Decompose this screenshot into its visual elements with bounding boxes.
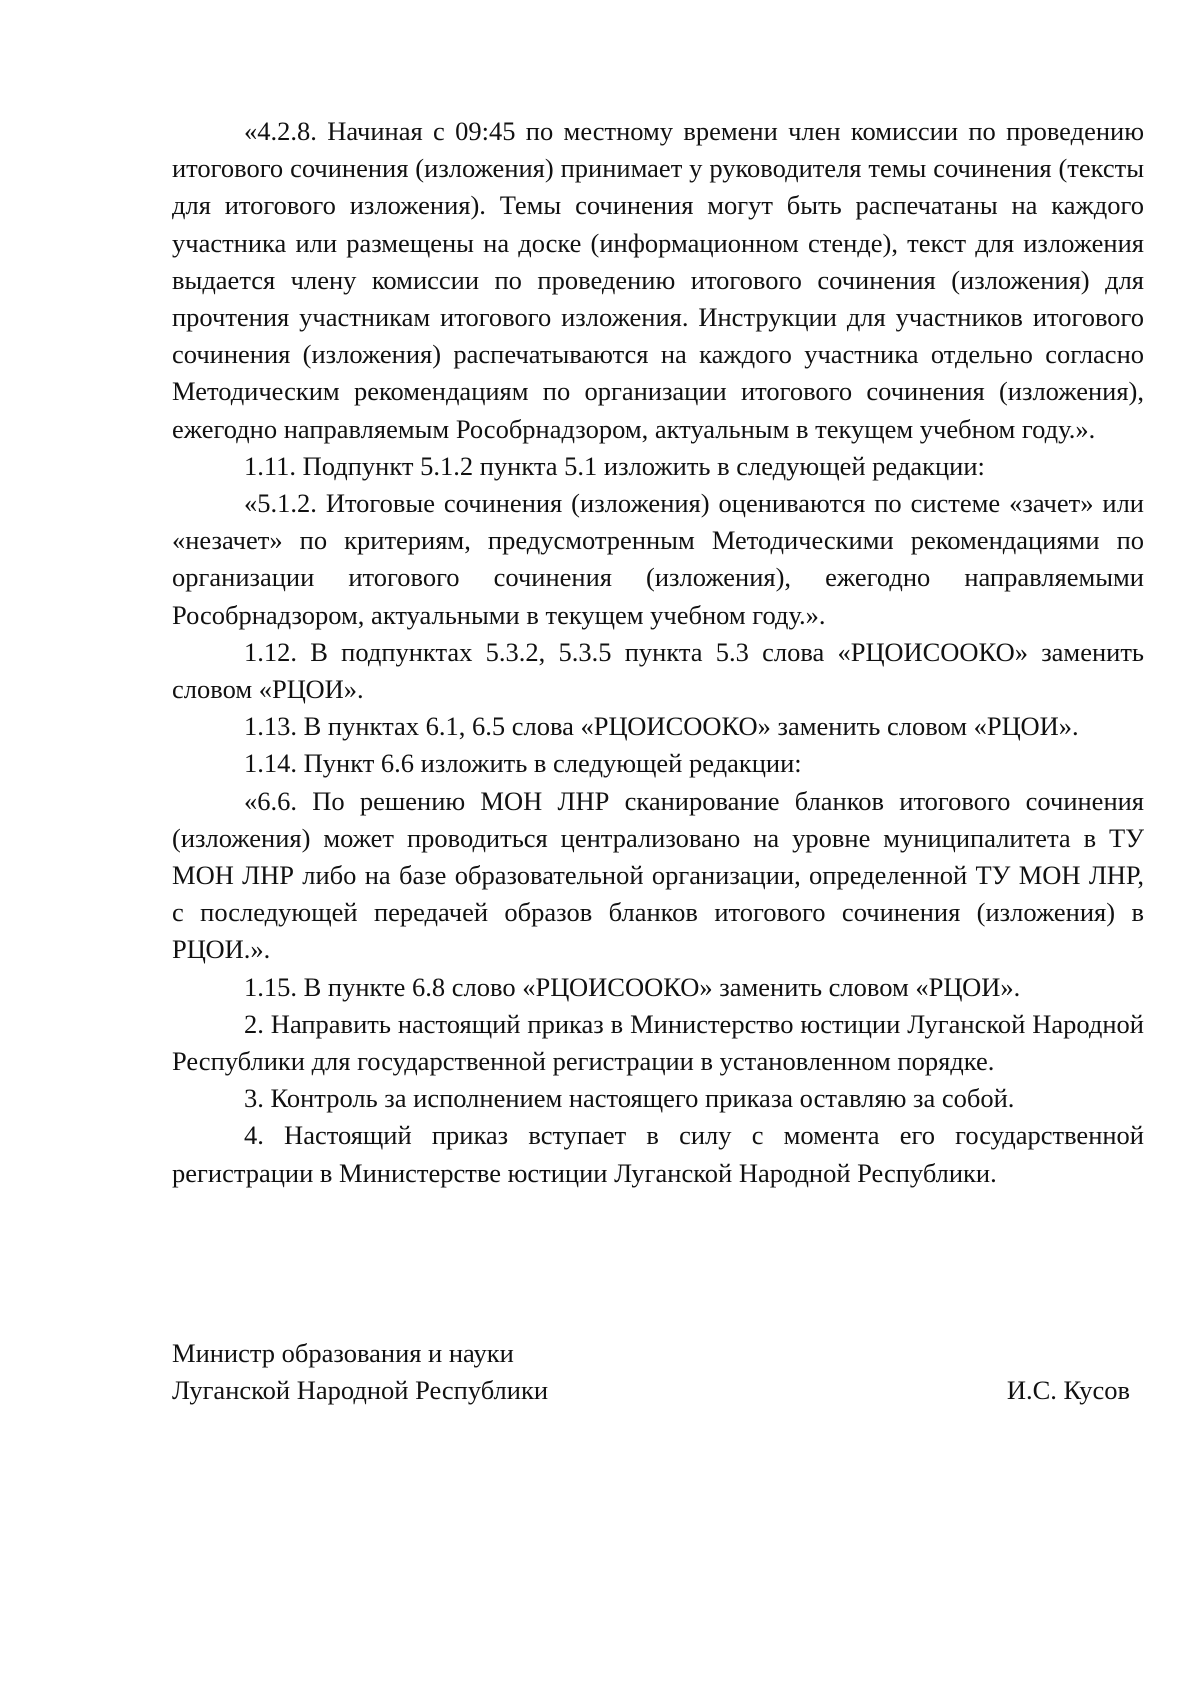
signer-title-line1: Министр образования и науки bbox=[172, 1338, 514, 1368]
paragraph-4-2-8: «4.2.8. Начиная с 09:45 по местному времени член комиссии по проведению итогового сочинения (изложения) принимает у руководителя темы сочинения (тексты для итогового изложения). Темы сочинения могут быть распечатаны на каждого участника или размещены на доске (информационном стенде), текст для изложения выдается члену комиссии по проведению итогового сочинения (изложения) для прочтения участникам итогового изложения. Инструкции для участников итогового сочинения (изложения) распечатываются на каждого участника отдельно согласно Методическим рекомендациям по организации итогового сочинения (изложения), ежегодно направляемым Рособрнадзором, актуальным в текущем учебном году.». bbox=[172, 116, 1144, 444]
paragraph-4: 4. Настоящий приказ вступает в силу с момента его государственной регистрации в Министерстве юстиции Луганской Народной Республики. bbox=[172, 1120, 1144, 1188]
signature-row bbox=[172, 1372, 1130, 1409]
paragraph-1-13: 1.13. В пунктах 6.1, 6.5 слова «РЦОИСООКО» заменить словом «РЦОИ». bbox=[244, 711, 1079, 742]
paragraph-1-12: 1.12. В подпунктах 5.3.2, 5.3.5 пункта 5.3 слова «РЦОИСООКО» заменить словом «РЦОИ». bbox=[172, 636, 1144, 705]
paragraph-2: 2. Направить настоящий приказ в Министерство юстиции Луганской Народной Республики для государственной регистрации в установленном порядке. bbox=[172, 1008, 1144, 1077]
paragraph-6-6: «6.6. По решению МОН ЛНР сканирование бланков итогового сочинения (изложения) может проводиться централизовано на уровне муниципалитета в ТУ МОН ЛНР либо на базе образовательной организации, определенной ТУ МОН ЛНР, с последующей передачей образов бланков итогового сочинения (изложения) в РЦОИ.». bbox=[172, 785, 1144, 965]
paragraph-5-1-2: «5.1.2. Итоговые сочинения (изложения) оцениваются по системе «зачет» или «незачет» по критериям, предусмотренным Методическими рекомендациями по организации итогового сочинения (изложения), ежегодно направляемыми Рособрнадзором, актуальными в текущем учебном году.». bbox=[172, 488, 1144, 630]
signer-title-line2: Луганской Народной Республики bbox=[172, 1375, 549, 1405]
signature-block bbox=[172, 1335, 1130, 1409]
document-body bbox=[172, 113, 1144, 1192]
paragraph-3: 3. Контроль за исполнением настоящего приказа оставляю за собой. bbox=[244, 1083, 1015, 1114]
paragraph-1-15: 1.15. В пункте 6.8 слово «РЦОИСООКО» заменить словом «РЦОИ». bbox=[244, 971, 1021, 1002]
signer-name: И.С. Кусов bbox=[1006, 1375, 1130, 1405]
paragraph-1-11: 1.11. Подпункт 5.1.2 пункта 5.1 изложить в следующей редакции: bbox=[244, 450, 985, 481]
paragraph-1-14: 1.14. Пункт 6.6 изложить в следующей редакции: bbox=[244, 748, 802, 779]
